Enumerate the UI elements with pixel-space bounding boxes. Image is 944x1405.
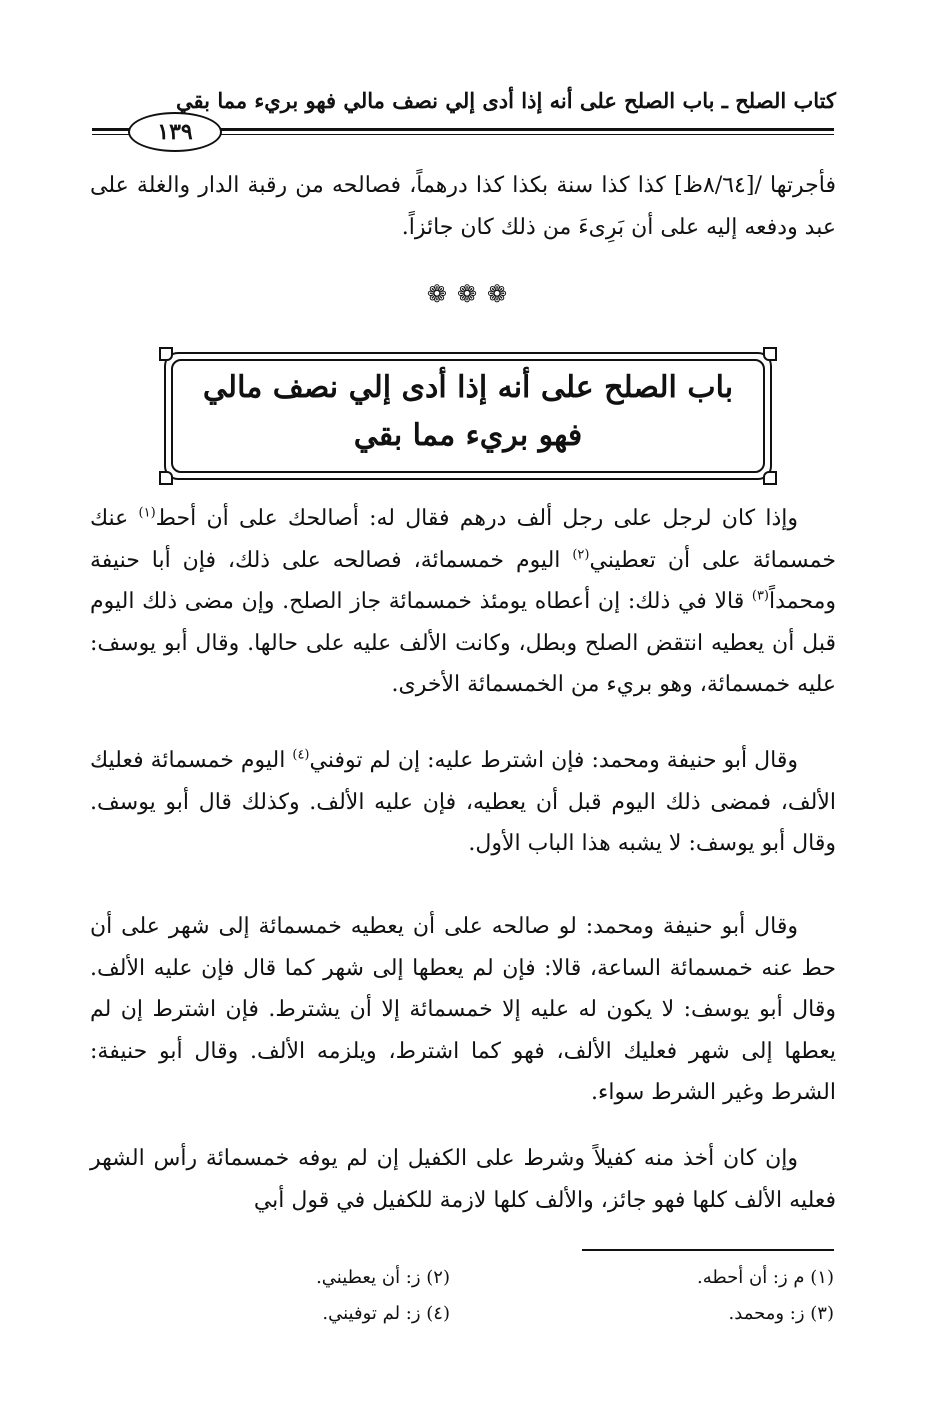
footnote-ref-1: (١) [138, 505, 156, 521]
paragraph-3-part-b: اليوم خمسمائة فعليك الألف، فمضى ذلك اليوم قبل أن يعطيه، فإن عليه الألف. وكذلك قال أبو يوسف. وقال أبو يوسف: لا يشبه هذا الباب الأول. [90, 748, 836, 856]
frame-corner-ornament [763, 471, 777, 485]
running-header-title: كتاب الصلح ـ باب الصلح على أنه إذا أدى إلي نصف مالي فهو بريء مما بقي [176, 88, 836, 113]
paragraph-2 [90, 498, 836, 706]
frame-corner-ornament [763, 347, 777, 361]
footnote-1: (١) م ز: أن أحطه. [697, 1267, 834, 1288]
paragraph-1: فأجرتها /[٨/٦٤ظ] كذا كذا سنة بكذا كذا درهماً، فصالحه من رقبة الدار والغلة على عبد ودفعه إليه على أن بَرِىءَ من ذلك كان جائزاً. [90, 173, 836, 240]
chapter-title [166, 364, 770, 460]
chapter-title-frame [164, 352, 772, 480]
footnote-separator [582, 1249, 834, 1251]
section-ornament: ❁❁❁ [426, 280, 518, 308]
frame-corner-ornament [159, 471, 173, 485]
footnote-2: (٢) ز: أن يعطيني. [316, 1267, 450, 1288]
paragraph-2-part-a: وإذا كان لرجل على رجل ألف درهم فقال له: أصالحك على أن أحط [155, 506, 798, 531]
paragraph-2-part-b: عنك خمسمائة على أن تعطيني [90, 506, 836, 573]
footnote-ref-3: (٣) [751, 588, 769, 604]
footnote-ref-4: (٤) [292, 747, 310, 763]
paragraph-3-part-a: وقال أبو حنيفة ومحمد: فإن اشترط عليه: إن لم توفني [309, 748, 799, 773]
chapter-title-line-2: فهو بريء مما بقي [353, 418, 583, 453]
paragraph-5: وإن كان أخذ منه كفيلاً وشرط على الكفيل إن لم يوفه خمسمائة رأس الشهر فعليه الألف كلها فهو جائز، والألف كلها لازمة للكفيل في قول أبي [90, 1146, 836, 1213]
page-number-oval [128, 112, 222, 152]
paragraph-3 [90, 740, 836, 865]
footnote-ref-2: (٢) [572, 547, 590, 563]
footnote-3: (٣) ز: ومحمد. [728, 1303, 834, 1324]
chapter-title-line-1: باب الصلح على أنه إذا أدى إلي نصف مالي [202, 370, 734, 405]
page-number: ١٣٩ [157, 119, 193, 145]
footnote-4: (٤) ز: لم توفيني. [322, 1303, 450, 1324]
paragraph-2-part-d: قالا في ذلك: إن أعطاه يومئذ خمسمائة جاز الصلح. وإن مضى ذلك اليوم قبل أن يعطيه انتقض الصلح وبطل، وكانت الألف عليه على حالها. وقال أبو يوسف: عليه خمسمائة، وهو بريء من الخمسمائة الأخرى. [90, 589, 836, 697]
paragraph-4: وقال أبو حنيفة ومحمد: لو صالحه على أن يعطيه خمسمائة إلى شهر على أن حط عنه خمسمائة الساعة، قالا: فإن لم يعطها إلى شهر كما قال فإن عليه الألف. وقال أبو يوسف: لا يكون له عليه إلا خمسمائة إلا أن يشترط. فإن اشترط إن لم يعطها إلى شهر فعليك الألف، فهو كما اشترط، ويلزمه الألف. وقال أبو حنيفة: الشرط وغير الشرط سواء. [90, 914, 836, 1105]
frame-corner-ornament [159, 347, 173, 361]
paragraph-2-part-c: اليوم خمسمائة، فصالحه على ذلك، فإن أبا حنيفة ومحمداً [90, 547, 836, 614]
